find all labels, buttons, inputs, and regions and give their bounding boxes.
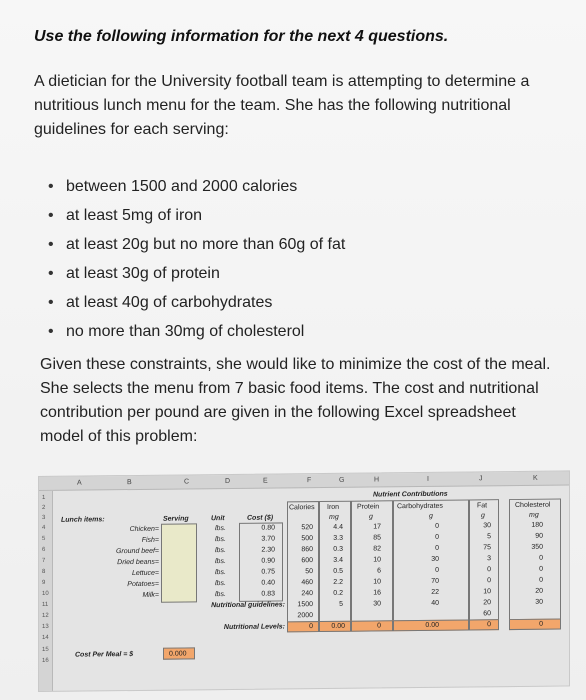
item-cost: 0.40	[261, 579, 275, 587]
guideline-cholesterol: 30	[535, 598, 543, 606]
col-letter: G	[339, 476, 345, 484]
nutrient-title: Nutrient Contributions	[373, 490, 448, 499]
guideline-calories-max: 2000	[297, 612, 313, 620]
item-calories: 520	[301, 524, 313, 532]
item-fat: 3	[487, 555, 491, 563]
row-number: 16	[42, 657, 49, 664]
col-letter: K	[533, 474, 538, 482]
col-letter: I	[427, 475, 429, 483]
guideline-fat-min: 20	[483, 599, 491, 607]
row-number: 5	[42, 535, 46, 542]
cost-header: Cost ($)	[247, 514, 274, 522]
item-unit: lbs.	[215, 525, 226, 533]
serving-input-range[interactable]	[161, 523, 197, 602]
column-header-bar	[39, 471, 570, 491]
item-cost: 2.30	[261, 546, 275, 554]
item-protein: 10	[373, 578, 381, 586]
row-number: 11	[42, 601, 49, 608]
item-name: Ground beef=	[115, 547, 159, 556]
item-carbs: 30	[431, 555, 439, 563]
col-letter: F	[307, 477, 312, 485]
item-calories: 240	[301, 590, 313, 598]
guideline-item: • between 1500 and 2000 calories	[48, 172, 548, 201]
guideline-calories-min: 1500	[297, 601, 313, 609]
item-iron: 2.2	[333, 578, 343, 586]
item-iron: 3.4	[333, 556, 343, 564]
row-number: 6	[42, 546, 46, 553]
item-name: Milk=	[142, 591, 159, 599]
item-name: Dried beans=	[117, 558, 159, 567]
level-protein: 0	[377, 622, 381, 630]
item-carbs: 22	[431, 588, 439, 596]
spreadsheet-image	[38, 470, 570, 692]
item-fat: 0	[487, 566, 491, 574]
col-letter: D	[225, 477, 231, 486]
item-iron: 3.3	[333, 534, 343, 542]
item-unit: lbs.	[215, 580, 226, 588]
item-cholesterol: 350	[531, 543, 543, 551]
instruction-header: Use the following information for the next 4 questions.	[34, 28, 449, 45]
iron-header: Iron	[327, 503, 340, 511]
item-calories: 50	[305, 568, 313, 576]
item-cholesterol: 20	[535, 587, 543, 595]
row-number: 8	[42, 568, 46, 575]
unit-header: Unit	[211, 515, 225, 523]
item-protein: 6	[377, 567, 381, 575]
guideline-item: • at least 5mg of iron	[48, 201, 548, 230]
item-unit: lbs.	[215, 536, 226, 544]
col-letter: H	[374, 476, 380, 484]
item-iron: 0.5	[333, 567, 343, 575]
guideline-item: • no more than 30mg of cholesterol	[48, 317, 548, 346]
levels-label: Nutritional Levels:	[223, 623, 285, 632]
guidelines-label: Nutritional guidelines:	[211, 601, 285, 610]
col-letter: J	[479, 475, 483, 483]
item-cholesterol: 0	[539, 554, 543, 562]
row-number: 9	[42, 579, 46, 586]
row-number: 15	[42, 646, 49, 653]
item-iron: 0.3	[333, 545, 343, 553]
protein-unit: g	[369, 513, 373, 521]
item-cost: 0.90	[261, 557, 275, 565]
item-unit: lbs.	[215, 547, 226, 555]
fat-header: Fat	[477, 502, 488, 510]
item-carbs: 70	[431, 577, 439, 585]
protein-header: Protein	[357, 503, 380, 511]
item-fat: 30	[483, 522, 491, 530]
row-number: 3	[42, 514, 46, 521]
item-cost: 0.80	[261, 524, 275, 532]
guideline-iron: 5	[339, 600, 343, 608]
row-number: 1	[42, 494, 46, 501]
item-iron: 0.2	[333, 589, 343, 597]
fat-unit: g	[481, 512, 485, 520]
guideline-carbs: 40	[431, 599, 439, 607]
item-protein: 85	[373, 534, 381, 542]
item-carbs: 0	[435, 522, 439, 530]
cost-per-meal-value: 0.000	[169, 650, 187, 658]
item-cholesterol: 180	[531, 521, 543, 529]
item-name: Chicken=	[129, 525, 159, 534]
calories-header: Calories	[289, 504, 315, 512]
guidelines-list	[48, 172, 548, 346]
guideline-item: • at least 30g of protein	[48, 259, 548, 288]
level-fat: 0	[487, 621, 491, 629]
col-letter: E	[263, 477, 268, 485]
guideline-item: • at least 20g but no more than 60g of fat	[48, 230, 548, 259]
item-calories: 500	[301, 535, 313, 543]
cholesterol-header: Cholesterol	[515, 501, 551, 510]
item-fat: 5	[487, 533, 491, 541]
iron-unit: mg	[329, 513, 339, 521]
item-cost: 3.70	[261, 535, 275, 543]
row-number: 4	[42, 524, 46, 531]
col-letter: B	[127, 479, 132, 487]
item-carbs: 0	[435, 544, 439, 552]
item-unit: lbs.	[215, 558, 226, 566]
carbs-header: Carbohydrates	[397, 502, 443, 511]
given-paragraph: Given these constraints, she would like to minimize the cost of the meal. She selects the menu from 7 basic food items. The cost and nutritional contribution per pound are given in the following Excel spreadsheet model of this problem:	[40, 356, 551, 445]
item-name: Lettuce=	[131, 569, 159, 578]
intro-paragraph: A dietician for the University football team is attempting to determine a nutritious lunch menu for the team. She has the following nutritional guidelines for each serving:	[34, 73, 530, 138]
item-protein: 17	[373, 523, 381, 531]
row-number: 10	[42, 590, 49, 597]
row-number: 7	[42, 557, 46, 564]
row-number: 2	[42, 504, 46, 511]
cholesterol-unit: mg	[529, 511, 539, 519]
item-protein: 10	[373, 556, 381, 564]
level-iron: 0.00	[331, 622, 345, 630]
lunch-items-header: Lunch items:	[61, 516, 105, 524]
level-calories: 0	[309, 623, 313, 631]
guideline-fat-max: 60	[483, 610, 491, 618]
row-number: 13	[42, 623, 49, 630]
item-cholesterol: 0	[539, 565, 543, 573]
item-fat: 10	[483, 588, 491, 596]
item-calories: 460	[301, 579, 313, 587]
guideline-protein: 30	[373, 600, 381, 608]
carbs-unit: g	[429, 512, 433, 520]
item-protein: 16	[373, 589, 381, 597]
col-letter: C	[184, 478, 190, 486]
row-number-bar	[39, 491, 53, 692]
guideline-item: • at least 40g of carbohydrates	[48, 288, 548, 317]
level-cholesterol: 0	[539, 620, 543, 628]
serving-header: Serving	[163, 515, 189, 523]
item-calories: 600	[301, 557, 313, 565]
item-cost: 0.75	[261, 568, 275, 576]
item-carbs: 0	[435, 533, 439, 541]
level-carbs: 0.00	[425, 621, 439, 629]
item-cost: 0.83	[261, 590, 275, 598]
item-cholesterol: 90	[535, 532, 543, 540]
item-cholesterol: 0	[539, 576, 543, 584]
row-number: 14	[42, 634, 49, 641]
item-fat: 75	[483, 544, 491, 552]
item-unit: lbs.	[215, 591, 226, 599]
item-name: Potatoes=	[127, 580, 159, 589]
item-fat: 0	[487, 577, 491, 585]
col-letter: A	[77, 479, 82, 487]
item-iron: 4.4	[333, 523, 343, 531]
cost-per-meal-label: Cost Per Meal = $	[75, 651, 134, 659]
item-protein: 82	[373, 545, 381, 553]
item-carbs: 0	[435, 566, 439, 574]
item-unit: lbs.	[215, 569, 226, 577]
item-name: Fish=	[141, 536, 159, 544]
row-number: 12	[42, 612, 49, 619]
item-calories: 860	[301, 546, 313, 554]
